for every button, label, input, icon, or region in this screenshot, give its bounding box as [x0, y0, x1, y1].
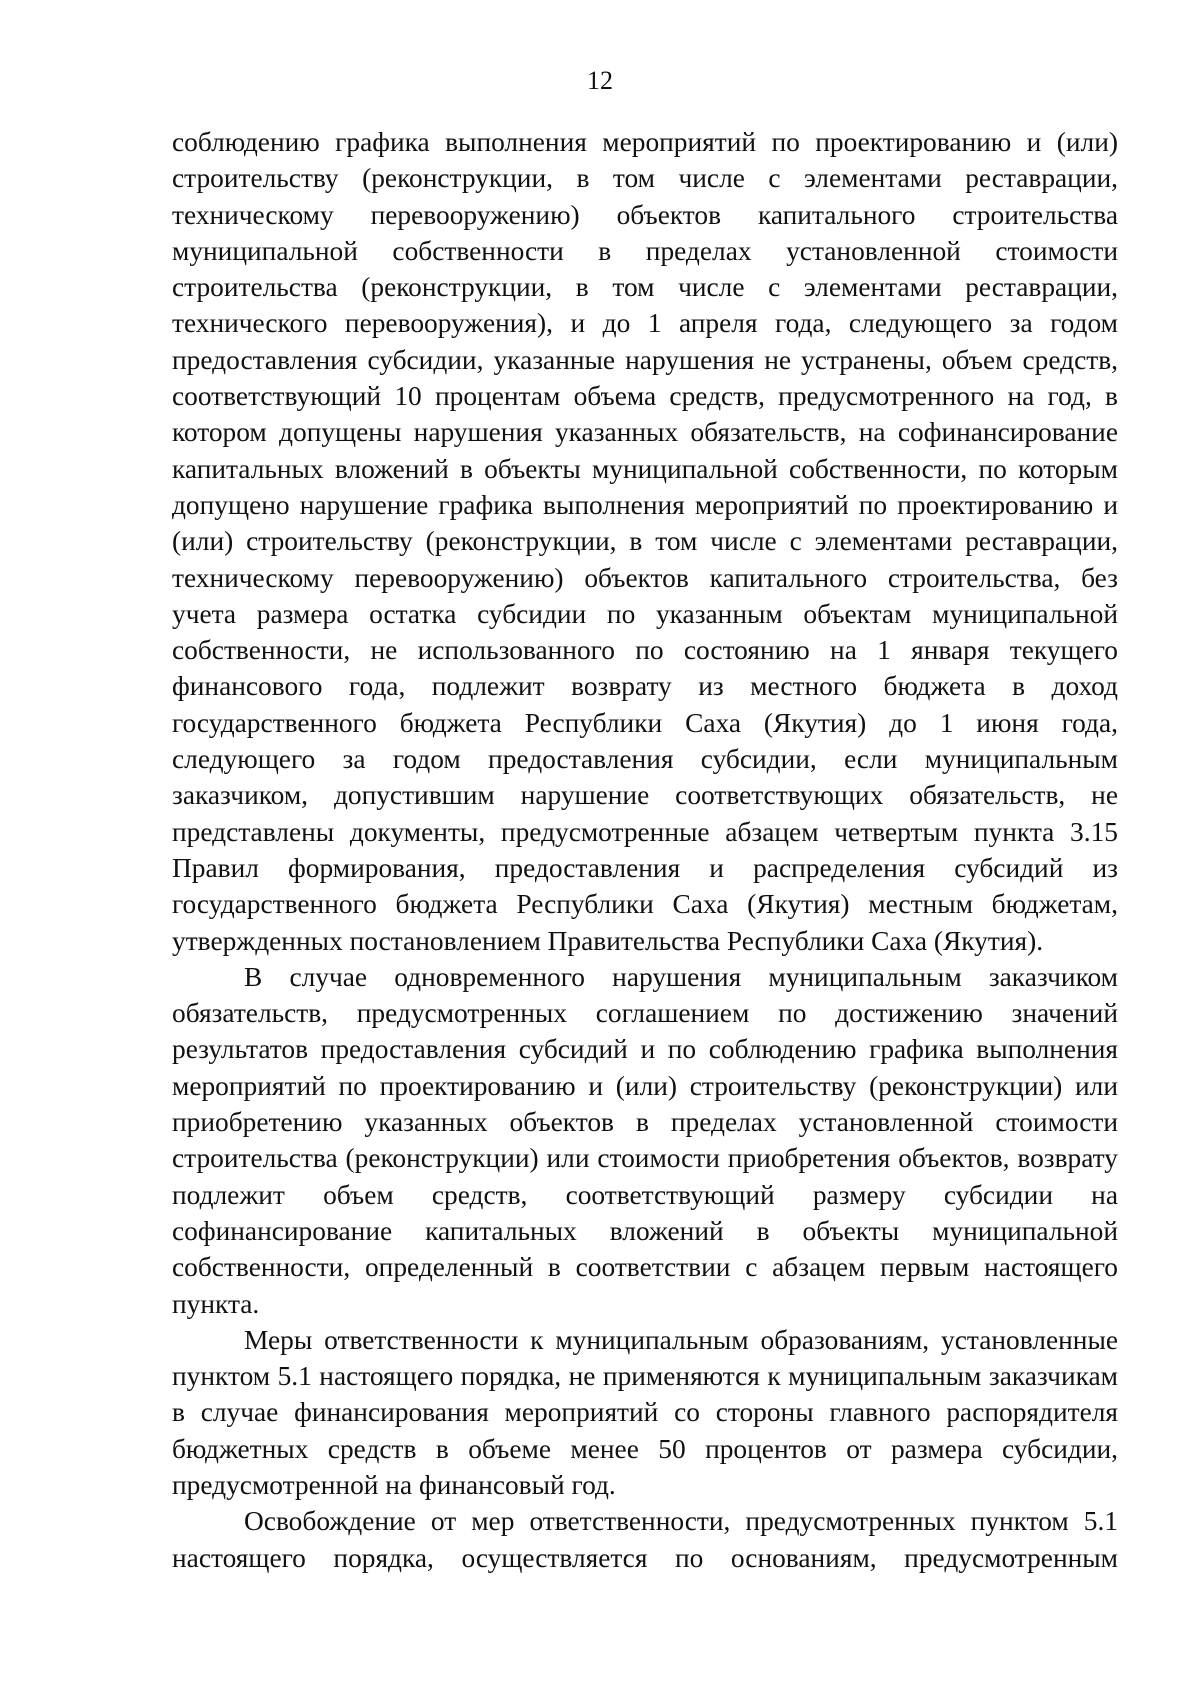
document-body [172, 124, 1118, 1576]
paragraph-4: Освобождение от мер ответственности, предусмотренных пунктом 5.1 настоящего порядка, осуществляется по основаниям, предусмотренным [172, 1506, 1118, 1573]
paragraph-3: Меры ответственности к муниципальным образованиям, установленные пунктом 5.1 настоящего порядка, не применяются к муниципальным заказчикам в случае финансирования мероприятий со стороны главного распорядителя бюджетных средств в объеме менее 50 процентов от размера субсидии, предусмотренной на финансовый год. [172, 1324, 1118, 1500]
paragraph-1: соблюдению графика выполнения мероприятий по проектированию и (или) строительству (реконструкции, в том числе с элементами реставрации, техническому перевооружению) объектов капитального строительства муниципальной собственности в пределах установленной стоимости строительства (реконструкции, в том числе с элементами реставрации, технического перевооружения), и до 1 апреля года, следующего за годом предоставления субсидии, указанные нарушения не устранены, объем средств, соответствующий 10 процентам объема средств, предусмотренного на год, в котором допущены нарушения указанных обязательств, на софинансирование капитальных вложений в объекты муниципальной собственности, по которым допущено нарушение графика выполнения мероприятий по проектированию и (или) строительству (реконструкции, в том числе с элементами реставрации, техническому перевооружению) объектов капитального строительства, без учета размера остатка субсидии по указанным объектам муниципальной собственности, не использованного по состоянию на 1 января текущего финансового года, подлежит возврату из местного бюджета в доход государственного бюджета Республики Саха (Якутия) до 1 июня года, следующего за годом предоставления субсидии, если муниципальным заказчиком, допустившим нарушение соответствующих обязательств, не представлены документы, предусмотренные абзацем четвертым пункта 3.15 Правил формирования, предоставления и распределения субсидий из государственного бюджета Республики Саха (Якутия) местным бюджетам, утвержденных постановлением Правительства Республики Саха (Якутия). [172, 127, 1118, 956]
page-number: 12 [587, 66, 613, 95]
paragraph-2: В случае одновременного нарушения муниципальным заказчиком обязательств, предусмотренных соглашением по достижению значений результатов предоставления субсидий и по соблюдению графика выполнения мероприятий по проектированию и (или) строительству (реконструкции) или приобретению указанных объектов в пределах установленной стоимости строительства (реконструкции) или стоимости приобретения объектов, возврату подлежит объем средств, соответствующий размеру субсидии на софинансирование капитальных вложений в объекты муниципальной собственности, определенный в соответствии с абзацем первым настоящего пункта. [172, 961, 1118, 1319]
